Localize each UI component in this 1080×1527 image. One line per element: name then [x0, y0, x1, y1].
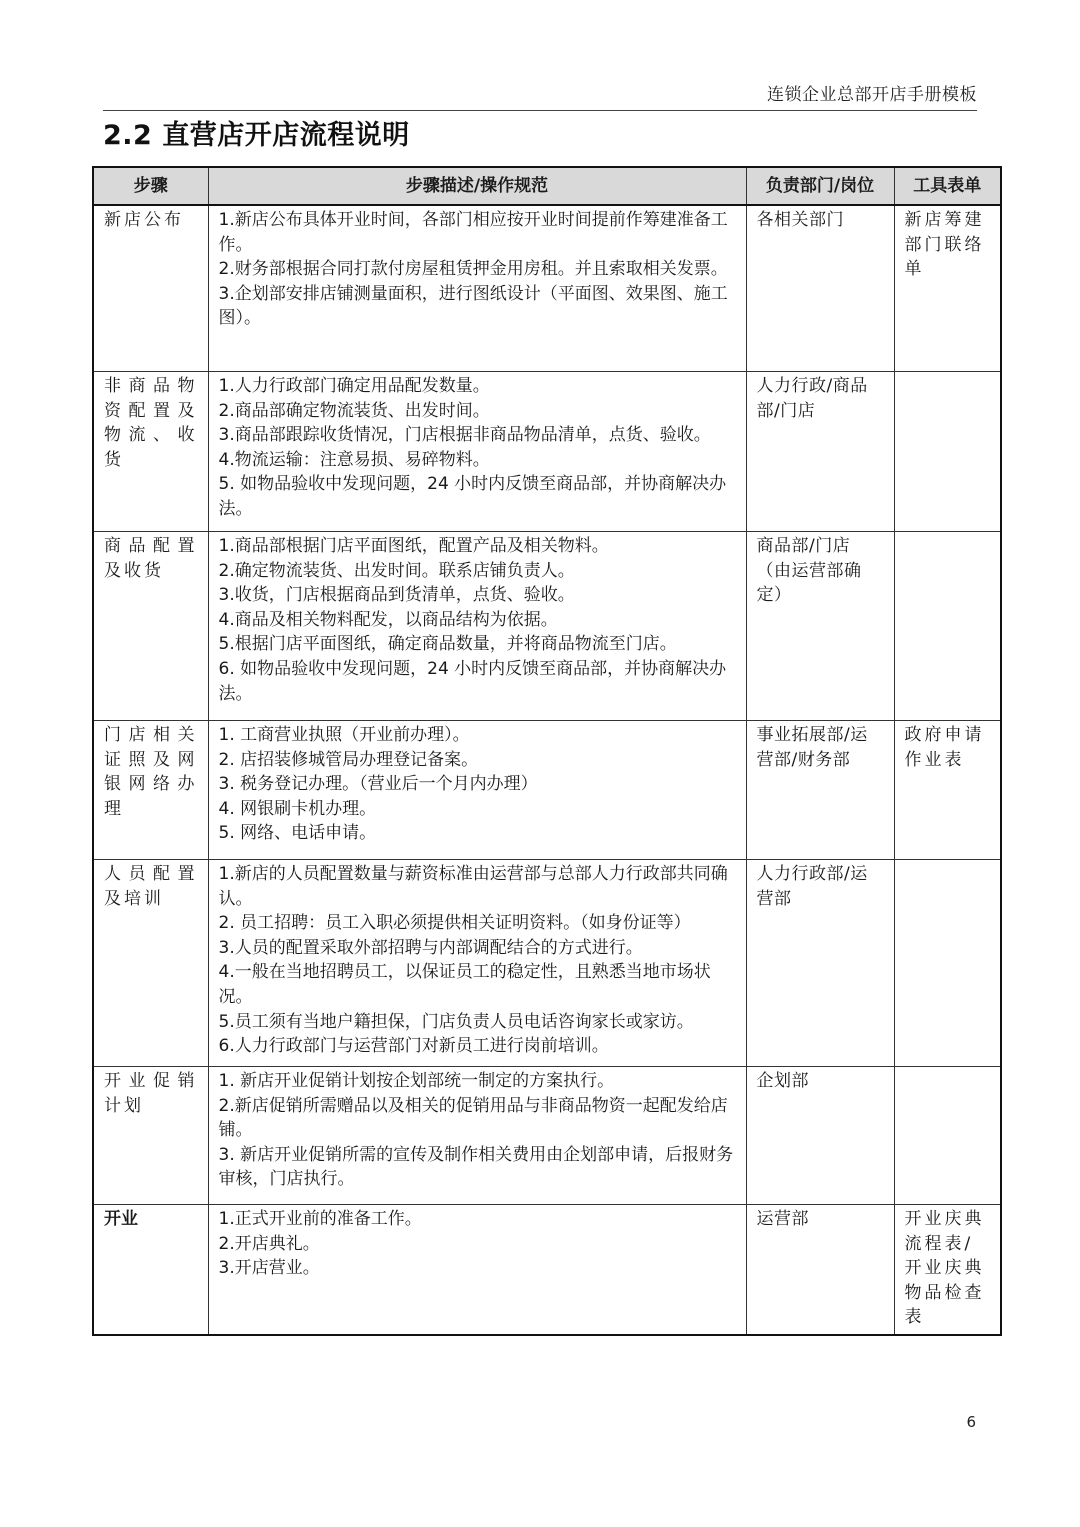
- step-cell: 门店相关证照及网银网络办理: [93, 721, 208, 860]
- description-line: 3. 税务登记办理。（营业后一个月内办理）: [218, 774, 538, 795]
- description-line: 1. 工商营业执照（开业前办理）。: [218, 725, 470, 745]
- description-line: 1.新店公布具体开业时间，各部门相应按开业时间提前作筹建准备工作。: [218, 210, 728, 255]
- description-line: 2. 员工招聘：员工入职必须提供相关证明资料。（如身份证等）: [218, 913, 691, 934]
- department-cell: 各相关部门: [746, 205, 894, 372]
- step-cell: 开业促销计划: [93, 1067, 208, 1205]
- description-line: 3.开店营业。: [218, 1258, 320, 1279]
- description-line: 2. 店招装修城管局办理登记备案。: [218, 749, 479, 770]
- step-cell: 商品配置及收货: [93, 532, 208, 721]
- description-line: 2.开店典礼。: [218, 1233, 320, 1254]
- description-line: 2.商品部确定物流装货、出发时间。: [218, 400, 490, 421]
- description-line: 2.新店促销所需赠品以及相关的促销用品与非商品物资一起配发给店铺。: [218, 1095, 728, 1141]
- description-line: 6.人力行政部门与运营部门对新员工进行岗前培训。: [218, 1036, 609, 1057]
- description-line: 4.物流运输：注意易损、易碎物料。: [218, 449, 490, 470]
- department-cell: 人力行政部/运营部: [746, 860, 894, 1067]
- tool-cell: [894, 860, 1001, 1067]
- tool-cell: [894, 1067, 1001, 1205]
- description-line: 3.人员的配置采取外部招聘与内部调配结合的方式进行。: [218, 937, 643, 958]
- department-cell: 运营部: [746, 1205, 894, 1335]
- description-line: 3.收货，门店根据商品到货清单，点货、验收。: [218, 585, 575, 606]
- column-header-tool: 工具表单: [894, 167, 1001, 205]
- department-cell: 事业拓展部/运营部/财务部: [746, 721, 894, 860]
- tool-cell: 开业庆典流程表/开业庆典物品检查表: [894, 1205, 1001, 1335]
- table-row: [93, 205, 1001, 372]
- description-line: 1.新店的人员配置数量与薪资标准由运营部与总部人力行政部共同确认。: [218, 864, 728, 909]
- table-row: [93, 1205, 1001, 1335]
- department-cell: 企划部: [746, 1067, 894, 1205]
- step-cell: 人员配置及培训: [93, 860, 208, 1067]
- step-cell: 新店公布: [93, 205, 208, 372]
- description-line: 2.财务部根据合同打款付房屋租赁押金用房租。并且索取相关发票。: [218, 259, 728, 280]
- table-row: [93, 721, 1001, 860]
- description-line: 1.人力行政部门确定用品配发数量。: [218, 376, 490, 396]
- department-cell: 人力行政/商品部/门店: [746, 372, 894, 532]
- table-row: [93, 860, 1001, 1067]
- description-line: 1.商品部根据门店平面图纸，配置产品及相关物料。: [218, 536, 609, 556]
- table-header-row: [93, 167, 1001, 205]
- column-header-description: 步骤描述/操作规范: [208, 167, 746, 205]
- description-line: 1.正式开业前的准备工作。: [218, 1209, 422, 1229]
- description-line: 5. 网络、电话申请。: [218, 823, 377, 844]
- tool-cell: [894, 532, 1001, 721]
- description-line: 6. 如物品验收中发现问题，24 小时内反馈至商品部，并协商解决办法。: [218, 658, 727, 704]
- page-number: 6: [966, 1413, 976, 1431]
- description-cell: [208, 1067, 746, 1205]
- section-title: 2.2 直营店开店流程说明: [103, 120, 410, 151]
- description-line: 4.商品及相关物料配发，以商品结构为依据。: [218, 609, 558, 630]
- description-cell: [208, 205, 746, 372]
- description-line: 3.企划部安排店铺测量面积，进行图纸设计（平面图、效果图、施工图）。: [218, 283, 728, 329]
- step-cell: 非商品物资配置及物流、收货: [93, 372, 208, 532]
- description-cell: [208, 372, 746, 532]
- description-line: 5. 如物品验收中发现问题，24 小时内反馈至商品部，并协商解决办法。: [218, 474, 727, 519]
- column-header-department: 负责部门/岗位: [746, 167, 894, 205]
- description-line: 2.确定物流装货、出发时间。联系店铺负责人。: [218, 560, 575, 581]
- description-line: 5.根据门店平面图纸，确定商品数量，并将商品物流至门店。: [218, 634, 677, 655]
- description-cell: [208, 860, 746, 1067]
- department-cell: 商品部/门店（由运营部确定）: [746, 532, 894, 721]
- table-row: [93, 372, 1001, 532]
- tool-cell: 新店筹建部门联络单: [894, 205, 1001, 372]
- description-line: 3. 新店开业促销所需的宣传及制作相关费用由企划部申请，后报财务审核，门店执行。: [218, 1144, 734, 1190]
- table-row: [93, 532, 1001, 721]
- column-header-step: 步骤: [93, 167, 208, 205]
- running-header: 连锁企业总部开店手册模板: [767, 85, 977, 105]
- description-line: 3.商品部跟踪收货情况，门店根据非商品物品清单，点货、验收。: [218, 425, 711, 446]
- table-row: [93, 1067, 1001, 1205]
- description-line: 1. 新店开业促销计划按企划部统一制定的方案执行。: [218, 1071, 615, 1091]
- description-line: 4.一般在当地招聘员工，以保证员工的稳定性，且熟悉当地市场状况。: [218, 962, 711, 1007]
- description-cell: [208, 1205, 746, 1335]
- description-cell: [208, 532, 746, 721]
- tool-cell: 政府申请作业表: [894, 721, 1001, 860]
- store-opening-process-table: [92, 166, 1002, 1336]
- description-line: 5.员工须有当地户籍担保，门店负责人员电话咨询家长或家访。: [218, 1011, 694, 1032]
- description-cell: [208, 721, 746, 860]
- header-rule: [103, 110, 977, 111]
- description-line: 4. 网银刷卡机办理。: [218, 798, 377, 819]
- tool-cell: [894, 372, 1001, 532]
- step-cell: 开业: [93, 1205, 208, 1335]
